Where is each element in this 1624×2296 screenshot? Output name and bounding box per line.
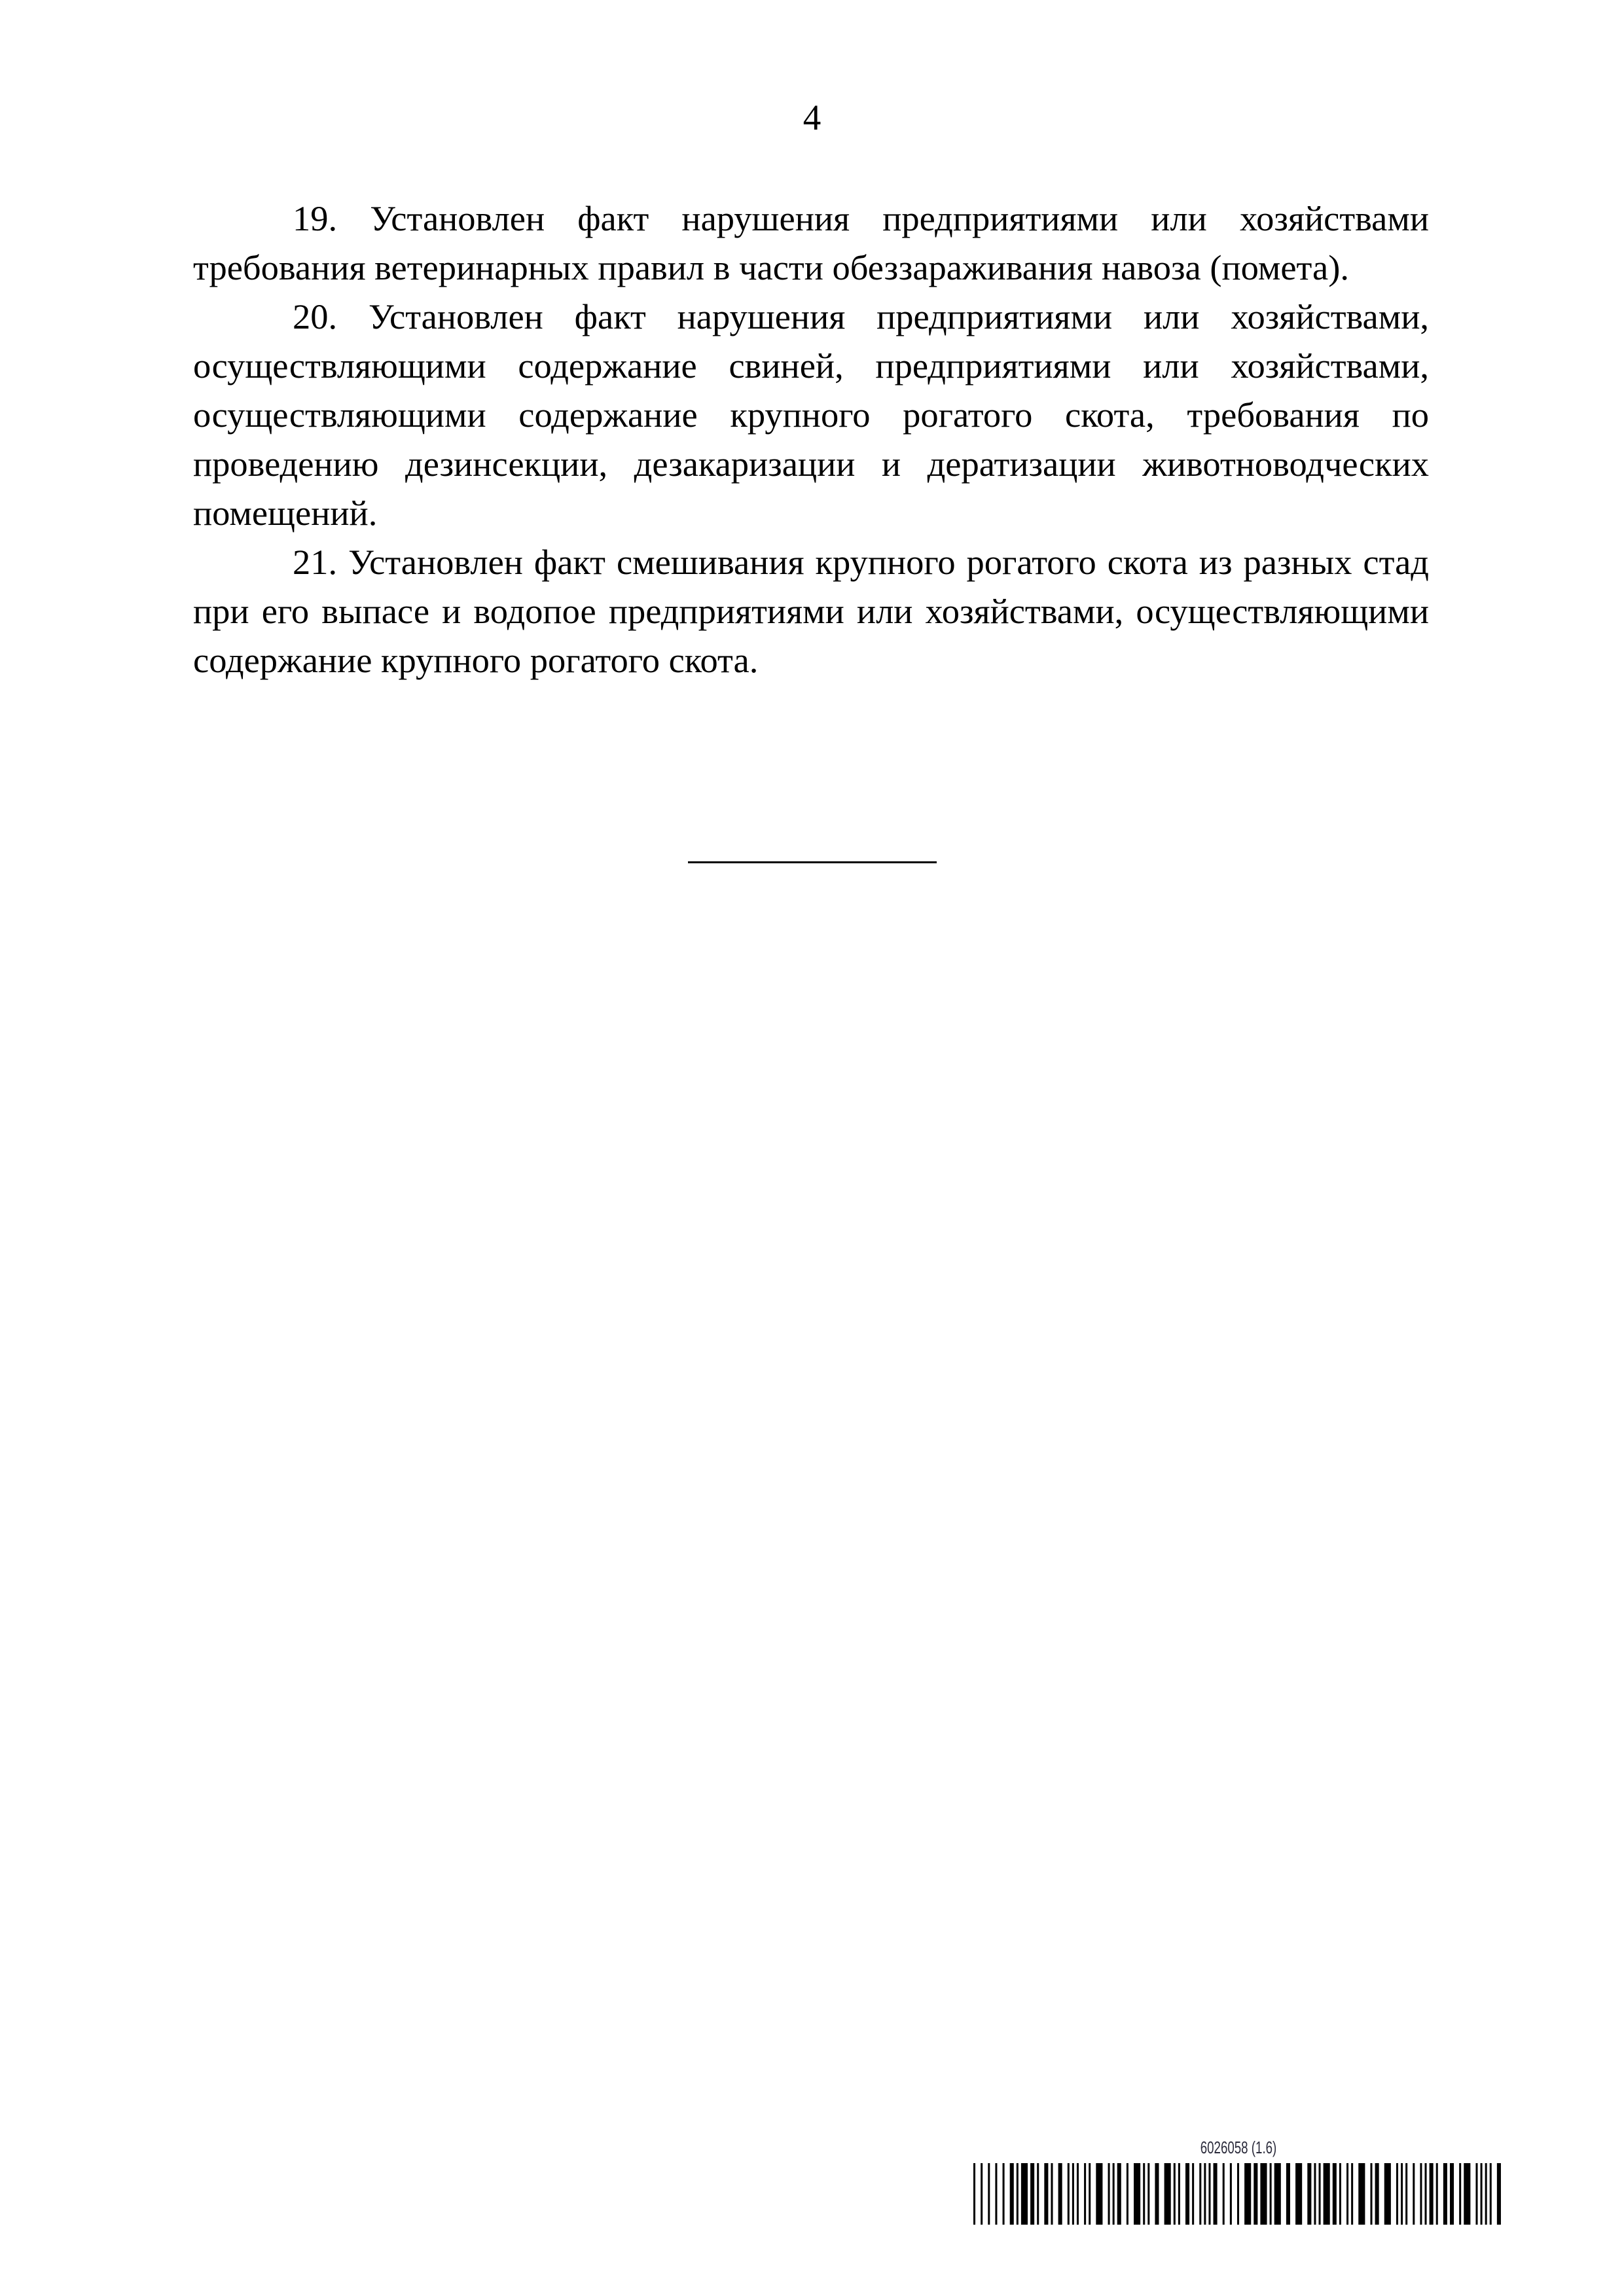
- barcode-bar: [1436, 2163, 1438, 2225]
- end-separator-line: [688, 861, 937, 863]
- barcode-bar: [1208, 2163, 1210, 2225]
- barcode-bar: [995, 2163, 997, 2225]
- barcode-bar: [1244, 2163, 1251, 2225]
- barcode-bar: [1475, 2163, 1477, 2225]
- barcode-bar: [988, 2163, 990, 2225]
- barcode-bar: [1346, 2163, 1348, 2225]
- barcode-bar: [1375, 2163, 1379, 2225]
- barcode-bar: [1324, 2163, 1330, 2225]
- barcode-bar: [1134, 2163, 1140, 2225]
- barcode-bar: [1127, 2163, 1128, 2225]
- barcode-bar: [1072, 2163, 1074, 2225]
- barcode-bar: [1485, 2163, 1487, 2225]
- barcode-bar: [1010, 2163, 1014, 2225]
- barcode-bar: [1490, 2163, 1492, 2225]
- barcode-bar: [1003, 2163, 1005, 2225]
- barcode-bar: [1401, 2163, 1403, 2225]
- barcode-bar: [1497, 2163, 1501, 2225]
- document-body: [193, 194, 1429, 685]
- barcode-bar: [1254, 2163, 1257, 2225]
- barcode-bar: [1413, 2163, 1415, 2225]
- barcode-bar: [1096, 2163, 1102, 2225]
- barcode-bar: [1199, 2163, 1201, 2225]
- barcode-bar: [1333, 2163, 1337, 2225]
- barcode-bar: [1459, 2163, 1461, 2225]
- barcode-bar: [1068, 2163, 1070, 2225]
- barcode-bar: [1108, 2163, 1110, 2225]
- barcode-bar: [1481, 2163, 1483, 2225]
- barcode-bar: [1339, 2163, 1341, 2225]
- barcode-bar: [973, 2163, 975, 2225]
- barcode-bar: [1295, 2163, 1302, 2225]
- barcode-bar: [1270, 2163, 1272, 2225]
- barcode-bar: [1450, 2163, 1454, 2225]
- barcode-bar: [1164, 2163, 1171, 2225]
- barcode-bar: [1443, 2163, 1447, 2225]
- barcode-bar: [1155, 2163, 1159, 2225]
- paragraph-20: 20. Установлен факт нарушения предприятиями или хозяйствами, осуществляющими содержание свиней, предприятиями или хозяйствами, осуществляющими содержание крупного рогатого скота, требования по проведению дезинсекции, дезакаризации и дератизации животноводческих помещений.: [193, 296, 1429, 533]
- barcode-bar: [1037, 2163, 1039, 2225]
- barcode-bar: [1178, 2163, 1180, 2225]
- paragraph-21: 21. Установлен факт смешивания крупного рогатого скота из разных стад при его выпасе и водопое предприятиями или хозяйствами, осуществляющими содержание крупного рогатого скота.: [193, 542, 1429, 680]
- barcode-bar: [1147, 2163, 1149, 2225]
- barcode-bar: [1425, 2163, 1427, 2225]
- barcode-bar: [1044, 2163, 1048, 2225]
- barcode-bar: [1030, 2163, 1034, 2225]
- barcode-bar: [1351, 2163, 1353, 2225]
- barcode-bar: [1286, 2163, 1290, 2225]
- barcode-icon: [973, 2163, 1504, 2225]
- barcode-bar: [1021, 2163, 1028, 2225]
- barcode-bar: [1113, 2163, 1115, 2225]
- barcode-bar: [981, 2163, 983, 2225]
- barcode-bar: [1358, 2163, 1365, 2225]
- barcode-bar: [1464, 2163, 1470, 2225]
- barcode-bar: [1237, 2163, 1239, 2225]
- barcode-bar: [1192, 2163, 1194, 2225]
- barcode-bar: [1384, 2163, 1391, 2225]
- barcode-bar: [1174, 2163, 1176, 2225]
- barcode-bar: [1185, 2163, 1189, 2225]
- barcode-bar: [1370, 2163, 1372, 2225]
- barcode-bar: [1051, 2163, 1053, 2225]
- barcode-bar: [1274, 2163, 1281, 2225]
- barcode-label: 6026058 (1.6): [1200, 2138, 1277, 2157]
- page-number: 4: [803, 98, 821, 137]
- barcode-bar: [1319, 2163, 1321, 2225]
- barcode-bar: [1430, 2163, 1434, 2225]
- barcode-bar: [1307, 2163, 1311, 2225]
- barcode-bar: [1214, 2163, 1218, 2225]
- barcode-bar: [1084, 2163, 1086, 2225]
- barcode-bar: [1143, 2163, 1145, 2225]
- paragraph-19: 19. Установлен факт нарушения предприятиями или хозяйствами требования ветеринарных правил в части обеззараживания навоза (помета).: [193, 198, 1429, 287]
- barcode-bar: [1077, 2163, 1079, 2225]
- barcode-bar: [1058, 2163, 1062, 2225]
- barcode-bar: [1017, 2163, 1019, 2225]
- barcode-bar: [1089, 2163, 1091, 2225]
- barcode-bar: [1314, 2163, 1316, 2225]
- barcode-bar: [1230, 2163, 1232, 2225]
- barcode-bar: [1405, 2163, 1407, 2225]
- barcode-bar: [1204, 2163, 1206, 2225]
- barcode-bar: [1420, 2163, 1422, 2225]
- barcode-bar: [1396, 2163, 1398, 2225]
- barcode-bar: [1223, 2163, 1225, 2225]
- barcode-bar: [1260, 2163, 1267, 2225]
- barcode-bar: [1117, 2163, 1121, 2225]
